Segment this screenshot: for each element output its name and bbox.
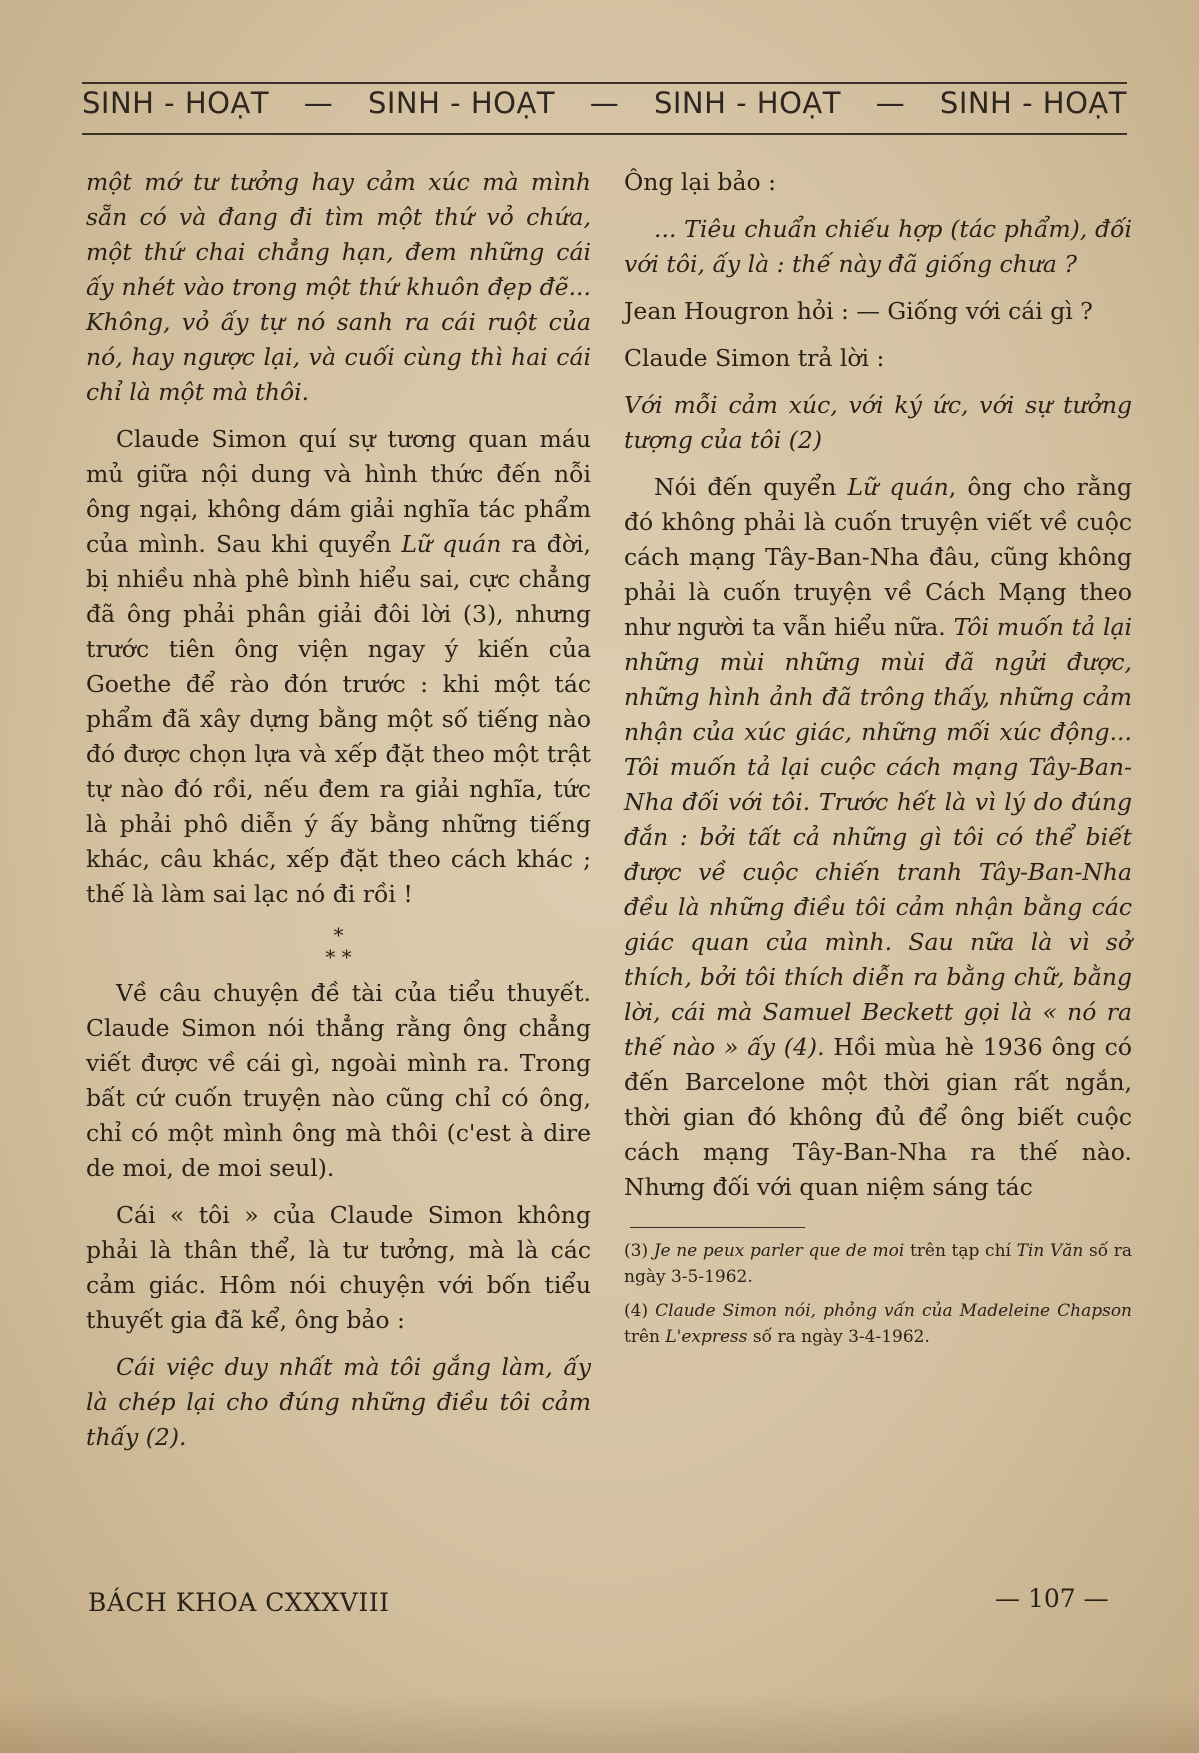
header-item: SINH - HOẠT bbox=[939, 86, 1127, 120]
header-rule-top bbox=[82, 82, 1127, 84]
running-header bbox=[82, 86, 1127, 120]
paragraph: Claude Simon trả lời : bbox=[624, 344, 885, 372]
paragraph: Ông lại bảo : bbox=[624, 168, 777, 196]
right-column bbox=[624, 165, 1132, 1358]
left-column bbox=[86, 165, 591, 1467]
paragraph: Về câu chuyện đề tài của tiểu thuyết. Claude Simon nói thẳng rằng ông chẳng viết được về cái gì, ngoài mình ra. Trong bất cứ cuốn truyện nào cũng chỉ có ông, chỉ có một mình ông mà thôi (c'est à dire de moi, de moi seul). bbox=[86, 979, 591, 1182]
book-title: Lữ quán bbox=[401, 530, 502, 558]
header-dash: — bbox=[589, 86, 620, 120]
quote: Cái việc duy nhất mà tôi gắng làm, ấy là chép lại cho đúng những điều tôi cảm thấy (2). bbox=[86, 1353, 591, 1451]
paper-shadow bbox=[0, 1693, 1199, 1753]
header-rule-bottom bbox=[82, 133, 1127, 135]
paragraph: Claude Simon quí sự tương quan máu mủ giữa nội dung và hình thức đến nỗi ông ngại, không dám giải nghĩa tác phẩm của mình. Sau khi quyển Lữ quán ra đời, bị nhiều nhà phê bình hiểu sai, cực chẳng đã ông phải phân giải đôi lời (3), nhưng trước tiên ông viện ngay ý kiến của Goethe để rào đón trước : khi một tác phẩm đã xây dựng bằng một số tiếng nào đó được chọn lựa và xếp đặt theo một trật tự nào đó rồi, nếu đem ra giải nghĩa, tức là phải phô diễn ý ấy bằng những tiếng khác, câu khác, xếp đặt theo cách khác ; thế là làm sai lạc nó đi rồi ! bbox=[86, 425, 591, 908]
footnote: (4) Claude Simon nói, phỏng vấn của Madeleine Chapson trên L'express số ra ngày 3-4-1962. bbox=[624, 1301, 1133, 1347]
paragraph: Jean Hougron hỏi : — Giống với cái gì ? bbox=[624, 297, 1093, 325]
paragraph: một mớ tư tưởng hay cảm xúc mà mình sẵn có và đang đi tìm một thứ vỏ chứa, một thứ chai chẳng hạn, đem những cái ấy nhét vào trong một thứ khuôn đẹp đẽ... Không, vỏ ấy tự nó sanh ra cái ruột của nó, hay ngược lại, và cuối cùng thì hai cái chỉ là một mà thôi. bbox=[86, 168, 591, 406]
paragraph: Cái « tôi » của Claude Simon không phải là thân thể, là tư tưởng, mà là các cảm giác. Hôm nói chuyện với bốn tiểu thuyết gia đã kể, ông bảo : bbox=[86, 1201, 591, 1334]
page-number: — 107 — bbox=[995, 1584, 1109, 1613]
header-item: SINH - HOẠT bbox=[82, 86, 270, 120]
footnote: (3) Je ne peux parler que de moi trên tạp chí Tin Văn số ra ngày 3-5-1962. bbox=[624, 1241, 1132, 1287]
paragraph: Nói đến quyển Lữ quán, ông cho rằng đó không phải là cuốn truyện viết về cuộc cách mạng Tây-Ban-Nha đâu, cũng không phải là cuốn truyện về Cách Mạng theo như người ta vẫn hiểu nữa. Tôi muốn tả lại những mùi những mùi đã ngửi được, những hình ảnh đã trông thấy, những cảm nhận của xúc giác, những mối xúc động... Tôi muốn tả lại cuộc cách mạng Tây-Ban-Nha đối với tôi. Trước hết là vì lý do đúng đắn : bởi tất cả những gì tôi có thể biết được về cuộc chiến tranh Tây-Ban-Nha đều là những điều tôi cảm nhận bằng các giác quan của mình. Sau nữa là vì sở thích, bởi tôi thích diễn ra bằng chữ, bằng lời, cái mà Samuel Beckett gọi là « nó ra thế nào » ấy (4). Hồi mùa hè 1936 ông có đến Barcelone một thời gian rất ngắn, thời gian đó không đủ để ông biết cuộc cách mạng Tây-Ban-Nha ra thế nào. Nhưng đối với quan niệm sáng tác bbox=[624, 473, 1132, 1201]
header-dash: — bbox=[303, 86, 334, 120]
book-title: Lữ quán bbox=[847, 473, 949, 501]
footnote-rule bbox=[630, 1227, 805, 1228]
journal-footer: BÁCH KHOA CXXXVIII bbox=[88, 1588, 390, 1617]
section-separator: * * * bbox=[325, 923, 352, 969]
header-dash: — bbox=[875, 86, 906, 120]
quote: ... Tiêu chuẩn chiếu hợp (tác phẩm), đối với tôi, ấy là : thế này đã giống chưa ? bbox=[624, 215, 1132, 278]
header-item: SINH - HOẠT bbox=[367, 86, 556, 120]
header-item: SINH - HOẠT bbox=[653, 86, 841, 120]
quote: Với mỗi cảm xúc, với ký ức, với sự tưởng tượng của tôi (2) bbox=[624, 391, 1132, 454]
